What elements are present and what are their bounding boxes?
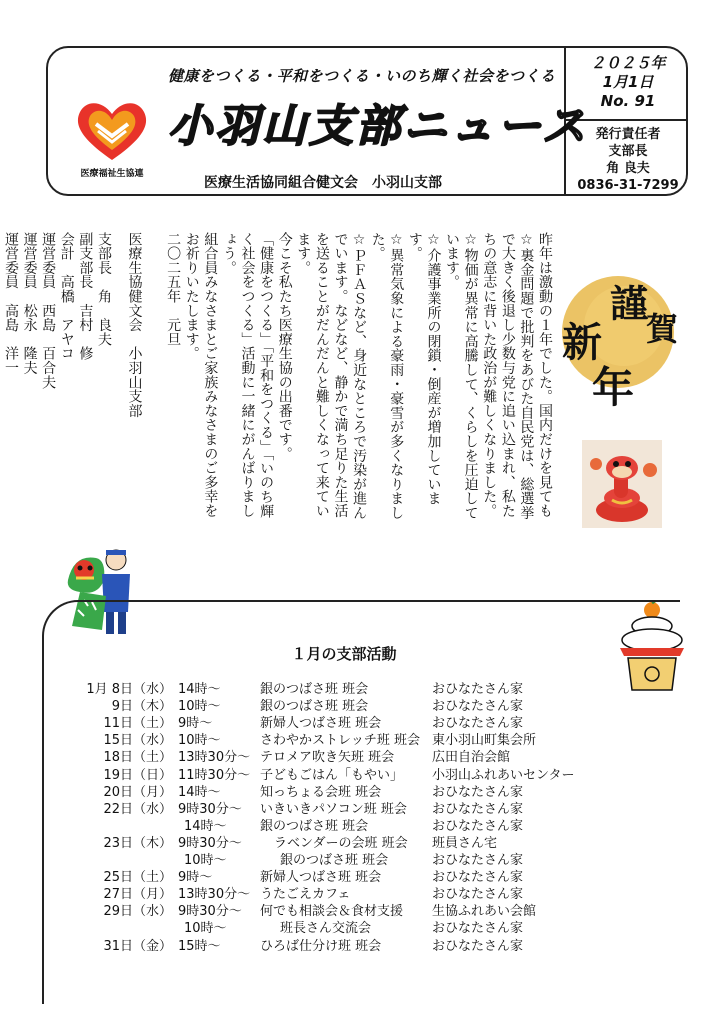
activity-place: おひなたさん家 <box>432 921 524 937</box>
activity-date: 23日（木） <box>103 835 172 851</box>
officer-entry: 運営委員 西島 百合夫 <box>40 232 57 390</box>
message-paragraph: ☆裏金問題で批判をあびた自民党は、総選挙で大きく後退し少数与党に追い込まれ、私たちの意志に背いた政治が難しくなりました。 <box>481 232 535 520</box>
activity-time: 9時30分～ <box>178 904 242 920</box>
activity-time: 10時～ <box>178 699 221 715</box>
activity-event: 銀のつばさ班 班会 <box>280 853 389 868</box>
activity-place: おひなたさん家 <box>432 938 524 954</box>
coop-logo <box>70 94 154 180</box>
activity-place: おひなたさん家 <box>432 699 524 715</box>
activity-place: 広田自治会館 <box>432 750 511 766</box>
activity-time: 10時～ <box>184 853 227 868</box>
activity-date: 19日（日） <box>103 767 172 783</box>
activity-event: 新婦人つばさ班 班会 <box>260 716 382 732</box>
activity-event: 銀のつばさ班 班会 <box>260 818 369 834</box>
officer-entry: 運営委員 松永 隆夫 <box>21 232 38 375</box>
activity-time: 15時～ <box>178 938 221 954</box>
activity-time: 10時～ <box>184 921 227 937</box>
message-paragraph: ☆物価が異常に高騰して、くらしを圧迫しています。 <box>444 232 479 520</box>
activity-time: 9時～ <box>178 870 213 886</box>
january-activities <box>42 600 680 1004</box>
activity-time: 9時30分～ <box>178 835 242 851</box>
message-paragraph: ☆介護事業所の閉鎖・倒産が増加しています。 <box>406 232 442 506</box>
activity-date: 18日（土） <box>103 750 172 766</box>
activity-event: いきいきパソコン班 班会 <box>260 801 407 817</box>
activity-time: 14時～ <box>184 818 227 834</box>
editor-name: 角 良夫 <box>606 161 650 176</box>
activity-place: おひなたさん家 <box>432 887 524 903</box>
issue-date: 1月1日 <box>602 73 654 91</box>
activity-time: 11時30分～ <box>178 767 251 783</box>
activity-time: 14時～ <box>178 784 221 800</box>
activity-date: 25日（土） <box>103 870 172 886</box>
activity-date: 20日（月） <box>103 784 172 800</box>
activity-event: 何でも相談会＆食材支援 <box>260 904 404 920</box>
activity-time: 10時～ <box>178 733 221 749</box>
officer-entry: 運営委員 高島 洋一 <box>2 232 19 375</box>
activity-event: 班長さん交流会 <box>280 921 372 937</box>
activity-place: 生協ふれあい会館 <box>432 904 537 920</box>
activity-time: 13時30分～ <box>178 887 251 903</box>
activity-time: 9時～ <box>178 716 213 732</box>
activity-date: 9日（木） <box>111 699 172 715</box>
activity-place: おひなたさん家 <box>432 716 524 732</box>
activity-date: 1月 8日（水） <box>86 682 172 697</box>
editor-label: 発行責任者 <box>595 127 661 142</box>
logo-caption: 医療福祉生協連 <box>80 169 144 179</box>
snake-figure <box>582 440 662 528</box>
officer-entry: 会計 高橋 アヤコ <box>58 232 75 361</box>
greeting-char: 年 <box>592 363 635 412</box>
activity-event: うたごえカフェ <box>260 887 351 903</box>
activity-place: おひなたさん家 <box>432 870 524 886</box>
message-paragraph: 組合員みなさまとご家族みなさまのご多幸をお祈りいたします。 <box>183 232 219 518</box>
activity-date: 29日（水） <box>103 904 172 920</box>
slogan: 健康をつくる・平和をつくる・いのち輝く社会をつくる <box>168 67 556 85</box>
activity-date: 11日（土） <box>103 716 172 732</box>
activity-time: 9時30分～ <box>178 801 242 817</box>
publisher: 医療生活協同組合健文会 小羽山支部 <box>204 175 442 191</box>
activity-event: 銀のつばさ班 班会 <box>260 682 369 697</box>
greeting-char: 謹 <box>610 281 649 326</box>
publisher-contact <box>572 126 684 194</box>
kinga-shinnen-greeting <box>552 262 682 422</box>
activity-date: 15日（水） <box>103 733 172 749</box>
activity-place: 東小羽山町集会所 <box>432 733 537 749</box>
activity-event: さわやかストレッチ班 班会 <box>260 733 421 749</box>
heart-hands-logo-icon <box>70 94 154 166</box>
issue-year: ２０２５年 <box>590 54 666 72</box>
message-paragraph: 「健康をつくる」「平和をつくる」「いのち輝く社会をつくる」活動に一緒にがんばりましょう。 <box>220 232 275 519</box>
phone-number: 0836-31-7299 <box>577 178 679 193</box>
activities-title: １月の支部活動 <box>291 645 397 663</box>
activity-event: 子どもごはん「もやい」 <box>260 767 404 783</box>
activity-event: 銀のつばさ班 班会 <box>260 699 369 715</box>
issue-number: No. 91 <box>600 92 656 110</box>
new-year-message <box>2 232 554 532</box>
activity-date: 27日（月） <box>103 887 172 903</box>
snake-icon <box>582 440 662 528</box>
newsletter-title: 小羽山支部ニュース <box>168 101 589 152</box>
officer-entry: 支部長 角 良夫 <box>95 232 112 347</box>
message-paragraph: ☆ＰＦＡＳなど、身近なところで汚染が進んでいます。などなど、静かで満ち足りた生活を送ることがだんだんと難しくなって来ています。 <box>295 232 368 520</box>
activity-event: ラベンダーの会班 班会 <box>274 835 408 851</box>
editor-role: 支部長 <box>608 144 648 159</box>
activity-event: テロメア吹き矢班 班会 <box>260 750 395 766</box>
activity-event: ひろば仕分け班 班会 <box>260 938 382 954</box>
activity-event: 知っちょる会班 班会 <box>260 784 382 800</box>
message-paragraph: 昨年は激動の１年でした。国内だけを見ても <box>537 232 553 518</box>
greeting-char: 賀 <box>646 310 679 348</box>
activity-place: おひなたさん家 <box>432 853 524 868</box>
activity-date: 22日（水） <box>103 801 172 817</box>
message-date: 二〇二五年 元旦 <box>165 232 182 347</box>
greeting-char: 新 <box>562 319 602 366</box>
activity-place: おひなたさん家 <box>432 682 524 697</box>
activity-place: おひなたさん家 <box>432 784 524 800</box>
message-paragraph: 今こそ私たち医療生協の出番です。 <box>276 232 293 461</box>
officer-entry: 副支部長 吉村 修 <box>77 232 94 361</box>
activity-date: 31日（金） <box>103 938 172 954</box>
activity-event: 新婦人つばさ班 班会 <box>260 870 382 886</box>
issue-info <box>574 54 682 111</box>
signature-org: 医療生協健文会 小羽山支部 <box>126 232 143 418</box>
gold-sun-brush-icon <box>552 262 682 422</box>
message-paragraph: ☆異常気象による豪雨・豪雪が多くなりました。 <box>369 232 405 520</box>
activity-place: 班員さん宅 <box>432 835 498 851</box>
activity-place: おひなたさん家 <box>432 818 524 834</box>
activity-place: 小羽山ふれあいセンター <box>432 767 575 783</box>
activity-time: 14時～ <box>178 682 221 697</box>
masthead <box>46 46 688 196</box>
activity-place: おひなたさん家 <box>432 801 524 817</box>
activity-time: 13時30分～ <box>178 750 251 766</box>
